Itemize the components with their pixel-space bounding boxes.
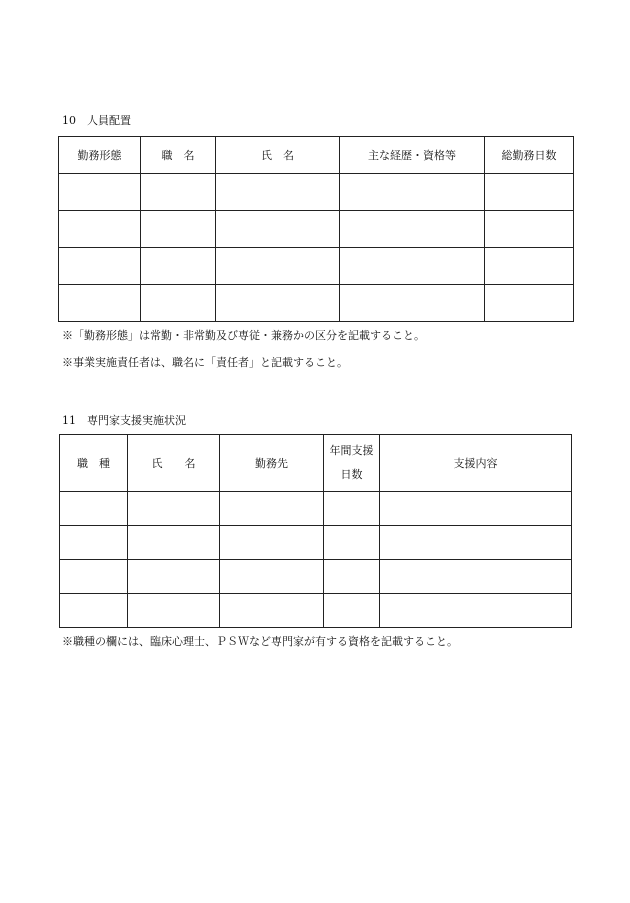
table-cell[interactable] [141,211,216,248]
table-row [59,285,574,322]
table-cell[interactable] [141,248,216,285]
table-row [60,560,572,594]
table-cell[interactable] [220,492,324,526]
table-cell[interactable] [485,248,574,285]
table-cell[interactable] [216,248,340,285]
header-annual-support-line2: 日数 [340,468,363,481]
table-cell[interactable] [340,285,485,322]
table-cell[interactable] [128,526,220,560]
table-row [60,492,572,526]
table-cell[interactable] [220,560,324,594]
note-responsible-person: ※事業実施責任者は、職名に「責任者」と記載すること。 [62,356,348,369]
table-cell[interactable] [59,248,141,285]
header-annual-support-line1: 年間支援 [329,444,374,457]
table-cell[interactable] [340,211,485,248]
table-cell[interactable] [128,560,220,594]
table-row [60,526,572,560]
note-occupation-qualifications: ※職種の欄には、臨床心理士、ＰＳＷなど専門家が有する資格を記載すること。 [62,635,458,648]
section-10-title: 10 人員配置 [62,114,131,127]
table-row [59,211,574,248]
table-cell[interactable] [324,594,380,628]
header-workplace: 勤務先 [220,435,324,492]
table-cell[interactable] [216,211,340,248]
table-cell[interactable] [59,285,141,322]
table-cell[interactable] [220,594,324,628]
table-cell[interactable] [60,594,128,628]
table-cell[interactable] [324,526,380,560]
table-cell[interactable] [60,526,128,560]
table-header-row [60,435,572,492]
table-cell[interactable] [324,492,380,526]
header-job-title: 職 名 [141,137,216,174]
table-cell[interactable] [141,285,216,322]
table-cell[interactable] [59,174,141,211]
header-name: 氏 名 [128,435,220,492]
table-row [59,174,574,211]
staff-allocation-table [58,136,574,322]
table-cell[interactable] [380,594,572,628]
section-11-title: 11 専門家支援実施状況 [62,414,186,427]
header-career-qualifications: 主な経歴・資格等 [340,137,485,174]
table-cell[interactable] [59,211,141,248]
table-cell[interactable] [485,211,574,248]
table-cell[interactable] [380,492,572,526]
table-row [59,248,574,285]
header-occupation: 職 種 [60,435,128,492]
table-cell[interactable] [340,174,485,211]
table-cell[interactable] [340,248,485,285]
header-support-content: 支援内容 [380,435,572,492]
table-cell[interactable] [485,285,574,322]
header-name: 氏 名 [216,137,340,174]
table-header-row [59,137,574,174]
specialist-support-table [59,434,572,628]
table-cell[interactable] [128,492,220,526]
header-work-type: 勤務形態 [59,137,141,174]
table-cell[interactable] [216,285,340,322]
table-cell[interactable] [485,174,574,211]
header-total-work-days: 総勤務日数 [485,137,574,174]
table-cell[interactable] [128,594,220,628]
table-row [60,594,572,628]
table-cell[interactable] [60,560,128,594]
note-work-type: ※「勤務形態」は常勤・非常勤及び専従・兼務かの区分を記載すること。 [62,329,425,342]
table-cell[interactable] [141,174,216,211]
table-cell[interactable] [380,560,572,594]
table-cell[interactable] [380,526,572,560]
header-annual-support-days [324,435,380,492]
table-cell[interactable] [60,492,128,526]
table-cell[interactable] [324,560,380,594]
table-cell[interactable] [216,174,340,211]
table-cell[interactable] [220,526,324,560]
